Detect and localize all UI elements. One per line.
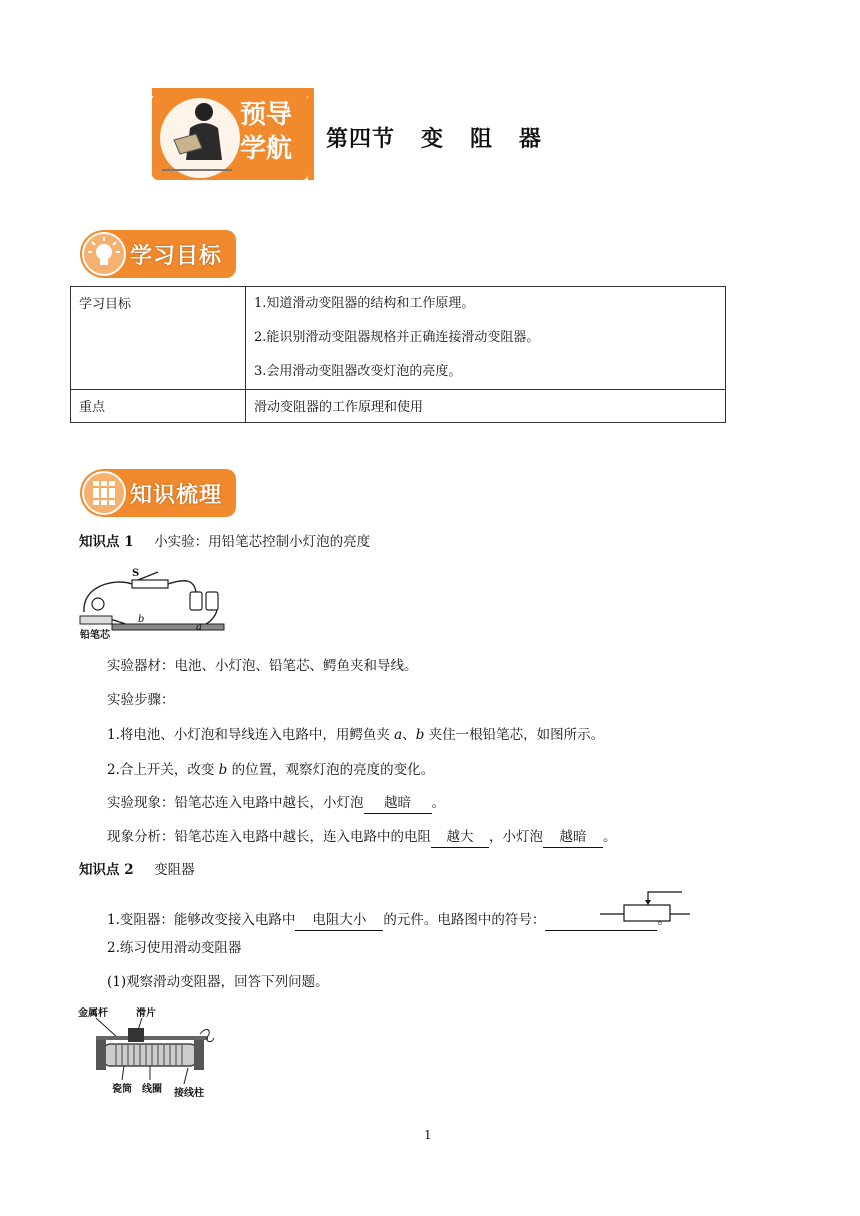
kp1-materials: 实验器材：电池、小灯泡、铅笔芯、鳄鱼夹和导线。 (107, 658, 418, 674)
step1-var-a: a (394, 727, 403, 743)
page-number: 1 (424, 1128, 432, 1142)
goal-item-3: 3.会用滑动变阻器改变灯泡的亮度。 (254, 364, 462, 379)
kp2-practice-title: 2.练习使用滑动变阻器 (107, 940, 242, 956)
step1-text-c: 夹住一根铅笔芯，如图所示。 (424, 727, 605, 743)
analysis-blank-2: 越暗 (543, 827, 603, 848)
lightbulb-icon (82, 232, 126, 276)
page-title: 第四节 变 阻 器 (326, 127, 542, 152)
books-icon (82, 471, 126, 515)
step1-var-b: b (415, 727, 425, 743)
kp1-title: 小实验：用铅笔芯控制小灯泡的亮度 (154, 534, 371, 550)
figure-label-terminal: 接线柱 (174, 1088, 204, 1099)
figure-label-a: a (196, 622, 202, 633)
phenomenon-text: 实验现象：铅笔芯连入电路中越长，小灯泡 (107, 795, 364, 811)
figure-label-core: 铅笔芯 (80, 630, 110, 641)
section-badge-goals (80, 230, 236, 278)
kp2-observe: (1)观察滑动变阻器，回答下列问题。 (107, 974, 329, 990)
kp2-heading (79, 860, 195, 880)
badge-text-line1: 预导 (240, 100, 293, 130)
figure-label-s: S (132, 568, 140, 579)
kp2-title: 变阻器 (154, 862, 195, 878)
analysis-mid: ，小灯泡 (489, 829, 543, 845)
table-cell-goals-head: 学习目标 (71, 287, 246, 390)
badge-text-line2: 学航 (240, 134, 293, 164)
step2-text-b: 的位置，观察灯泡的亮度的变化。 (227, 762, 435, 778)
table-row (71, 287, 726, 390)
kp2-definition (107, 910, 671, 931)
section-label-knowledge: 知识梳理 (130, 483, 223, 508)
goal-item-1: 1.知道滑动变阻器的结构和工作原理。 (254, 296, 475, 311)
kp2-label: 知识点 2 (79, 862, 134, 878)
step2-var-b: b (218, 762, 228, 778)
step1-text-a: 1.将电池、小灯泡和导线连入电路中，用鳄鱼夹 (107, 727, 395, 743)
analysis-blank-1: 越大 (431, 827, 489, 848)
table-cell-goals-items (246, 287, 726, 390)
figure-label-coil: 线圈 (142, 1084, 162, 1095)
kp1-analysis (107, 827, 617, 848)
kp1-step1 (107, 725, 604, 745)
table-cell-key-head: 重点 (71, 390, 246, 423)
kp1-steps-title: 实验步骤： (107, 692, 175, 708)
slide-rheostat-figure (76, 1004, 216, 1100)
step2-text-a: 2.合上开关，改变 (107, 762, 219, 778)
phenomenon-blank: 越暗 (364, 793, 432, 814)
pencil-circuit-figure (76, 560, 228, 642)
section-badge-knowledge (80, 469, 236, 517)
kp1-phenomenon (107, 793, 445, 814)
figure-label-rod: 金属杆 (78, 1008, 108, 1019)
analysis-end: 。 (603, 829, 617, 845)
goal-item-2: 2.能识别滑动变阻器规格并正确连接滑动变阻器。 (254, 330, 540, 345)
definition-post: 的元件。电路图中的符号： (383, 912, 546, 928)
analysis-text: 现象分析：铅笔芯连入电路中越长，连入电路中的电阻 (107, 829, 431, 845)
figure-label-b: b (138, 614, 145, 625)
rheostat-symbol (600, 888, 690, 928)
section-label-goals: 学习目标 (130, 244, 223, 269)
kp1-heading (79, 532, 370, 552)
figure-label-slider: 滑片 (136, 1008, 156, 1019)
table-cell-key-value: 滑动变阻器的工作原理和使用 (246, 390, 726, 423)
definition-blank: 电阻大小 (295, 910, 383, 931)
kp1-step2 (107, 760, 434, 780)
step1-text-b: 、 (402, 727, 416, 743)
table-row (71, 390, 726, 423)
definition-text: 1.变阻器：能够改变接入电路中 (107, 912, 296, 928)
phenomenon-end: 。 (431, 795, 445, 811)
kp1-label: 知识点 1 (79, 534, 134, 550)
figure-label-tube: 瓷筒 (112, 1084, 132, 1095)
chapter-badge (152, 88, 314, 180)
goals-table (70, 286, 726, 423)
